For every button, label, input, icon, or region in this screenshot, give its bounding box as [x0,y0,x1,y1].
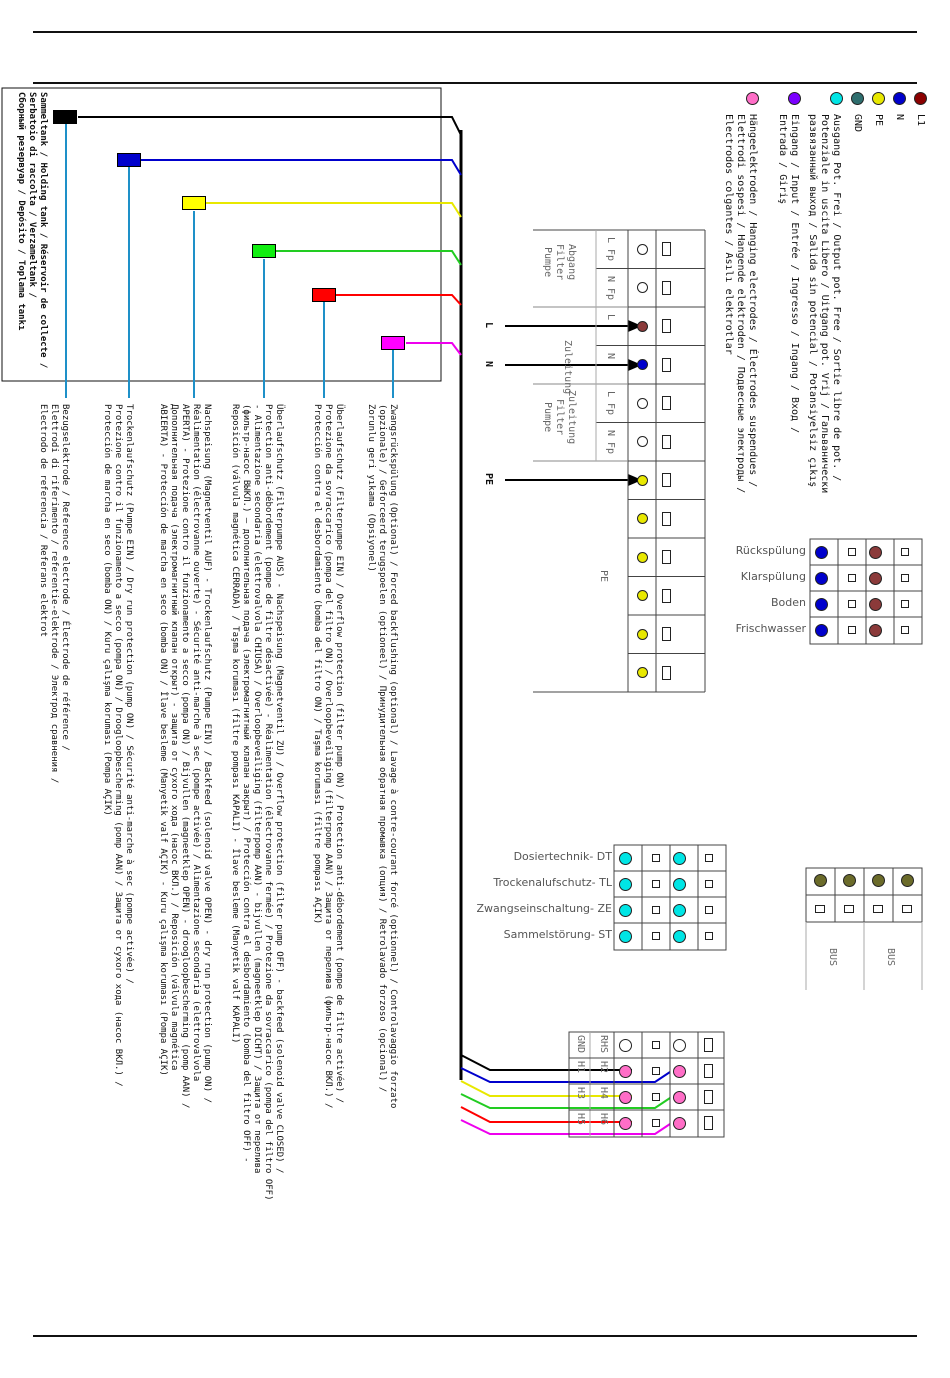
electrode-dot [673,1039,686,1052]
input-dot-blue [815,546,828,559]
electrode-dot [619,1039,632,1052]
output-dot [619,930,632,943]
group-zuleitung-pumpe: Zuleitung Filter Pumpe [542,390,577,445]
electrode-blue [117,153,141,167]
output-label: Zwangseinschaltung- ZE [476,902,612,915]
output-dot [619,852,632,865]
desc-ueber-ein: Überlaufschutz (Filterpumpe EIN) / Overflow protection (filter pump ON) / Protection anti-débordement (pompe de filtre activée) / Protezione da sovraccarico (pompa del filtro ON) / Overloopbeveiliging (filterpomp AAN) / Защита от перелива (фильтр-насос ВКЛ.) / Protección contra el desbordamiento (bomba del filtro ON) / Taşma koruması (filtre pompası AÇIK) [312,404,344,1109]
legend-L1: L1 [915,114,926,127]
group-zuleitung: Zuleitung [562,340,573,395]
electrode-dot [673,1091,686,1104]
output-dot [673,852,686,865]
legend-hanging: Hängeelektroden / Hanging electrodes / Électrodes suspendues / Elettrodi sospesi / Hangende elektroden / Подвесные электроды / Electrodos colgantes / Asılı elektrotlar [723,114,758,494]
output-screw [705,880,713,888]
terminal-screw [662,589,671,603]
bus-pin [844,905,854,913]
electrode-magenta [381,336,405,350]
input-screw [848,574,856,582]
terminal-screw [662,396,671,410]
terminal-label: L Fp [605,237,616,262]
input-label: Frischwasser [735,622,806,635]
tank-label: Sammeltank / Holding tank / Réservoir de collecte / Serbatoio di raccolta / Verzameltank / Сборный резервуар / Depósito / Toplama tankı [16,92,48,369]
output-label: Dosiertechnik- DT [513,850,612,863]
electrode-right-label: H2 [598,1061,609,1074]
electrode-dot [673,1117,686,1130]
electrode-left-label: H5 [575,1113,586,1126]
terminal-screw [662,242,671,256]
electrode-screw [704,1090,713,1104]
electrode-green [252,244,276,258]
electrode-dot [619,1091,632,1104]
electrode-screw [704,1116,713,1130]
output-label: Sammelstörung- ST [503,928,612,941]
input-screw [901,548,909,556]
terminal-label: L Fp [605,391,616,416]
legend-dot-PE [872,92,885,105]
electrode-screw [652,1093,660,1101]
terminal-screw [662,473,671,487]
arrow-PE-label: PE [483,473,494,486]
arrow-N-label: N [483,361,494,368]
input-screw [901,626,909,634]
terminal-dot [637,398,648,409]
electrode-left-label: GND [575,1035,586,1054]
desc-zwang: Zwangsrückspülung (Optional) / Forced backflushing (optional) / Lavage à contre-courant forcé (optionnel) / Controlavaggio forzato (opzionale) / Geforceerd terugspoelen (optioneel) / Принудительная обратная промывка (опция) / Retrolavado forzoso (opcional) / Zorunlu geri yıkama (Opsiyonel) [366,404,398,1109]
input-dot-blue [815,598,828,611]
output-dot [673,930,686,943]
input-dot-brown [869,572,882,585]
terminal-screw [662,281,671,295]
legend-dot-pot [830,92,843,105]
input-dot-blue [815,624,828,637]
cable-magenta [406,343,461,355]
input-dot-blue [815,572,828,585]
arrow-L-label: L [483,322,494,329]
cable-blue [141,160,461,175]
electrode-black [53,110,77,124]
legend-PE: PE [873,114,884,127]
bus-label-2: BUS [885,948,896,967]
bus-pin [815,905,825,913]
legend-dot-hanging [746,92,759,105]
legend-dot-GND [851,92,864,105]
input-label: Boden [771,596,806,609]
electrode-screw [652,1119,660,1127]
electrode-dot [619,1065,632,1078]
output-dot [619,878,632,891]
terminal-dot [637,321,648,332]
electrode-right-label: RHS [598,1035,609,1054]
input-dot-brown [869,598,882,611]
input-dot-brown [869,546,882,559]
group-pe: PE [598,570,609,583]
terminal-screw [662,512,671,526]
terminal-screw [662,627,671,641]
bus-label-1: BUS [827,948,838,967]
cable-green [276,251,461,265]
cable-black [78,117,461,135]
terminal-label: L [605,314,616,321]
terminal-dot [637,552,648,563]
terminal-screw [662,435,671,449]
output-screw [652,932,660,940]
desc-bezug: Bezugselektrode / Reference electrode / Électrode de référence / Elettrodi di riferimento / referentie-elektrode / Электрод сравнения / Electrodo de referencia / Referans elektrot [38,404,70,784]
output-dot [673,878,686,891]
terminal-dot [637,475,648,486]
terminal-label: N [605,352,616,359]
electrode-screw [704,1038,713,1052]
input-screw [848,548,856,556]
output-screw [652,880,660,888]
electrode-right-label: H4 [598,1087,609,1100]
output-screw [652,854,660,862]
input-dot-brown [869,624,882,637]
input-screw [848,626,856,634]
input-label: Rückspülung [735,544,806,557]
electrode-dot [619,1117,632,1130]
electrode-screw [652,1041,660,1049]
cable-yellow [206,203,461,217]
input-screw [901,600,909,608]
output-screw [705,854,713,862]
terminal-screw [662,550,671,564]
output-label: Trockenalufschutz- TL [493,876,612,889]
electrode-screw [704,1064,713,1078]
legend-N: N [894,114,905,121]
electrode-yellow [182,196,206,210]
legend-dot-L1 [914,92,927,105]
legend-dot-N [893,92,906,105]
bus-dot [872,874,885,887]
electrode-right-label: H6 [598,1113,609,1126]
legend-input: Eingang / Input / Entrée / Ingresso / Ingang / Вход / Entrada / Giriş [777,114,800,434]
terminal-screw [662,666,671,680]
bus-pin [873,905,883,913]
electrode-left-label: H3 [575,1087,586,1100]
output-dot [619,904,632,917]
bus-dot [901,874,914,887]
tank-frame [2,88,441,381]
bus-pin [902,905,912,913]
cable-red [336,295,461,305]
legend-pot: Ausgang Pot. Frei / Output pot. Free / Sortie libre de pot. / Potenziale in uscita Libero / Uitgang pot. Vrij / Гальванически развязанный выход / Salida sin potencial / Potansiyelsiz çıkış [807,114,842,494]
electrode-dot [673,1065,686,1078]
input-screw [901,574,909,582]
terminal-dot [637,244,648,255]
output-screw [705,932,713,940]
legend-dot-input [788,92,801,105]
terminal-label: N Fp [605,275,616,300]
desc-nachsp: Nachspeisung (Magnetventil AUF) - Trockenlaufschutz (Pumpe EIN) / Backfeed (solenoid valve OPEN) - dry run protection (pump ON) / Réalimentation (électrovanne ouverte) - Sécurité anti-marche à sec (pompe activée) / Alimentazione secondaria (elettrovalvola APERTA) - Protezione contro il funzionamento a secco (pompa ON) / Bijvullen (magneetklep OPEN) - droogloopbescherming (pomp AAN) / Дополнительная подача (электромагнитный клапан открыт) - защита от сухого хода (насос ВКЛ.) / Reposición (válvula magnética ABIERTA) - Protección de marcha en seco (bomba ON) / İlave besleme (Manyetik valf AÇIK) - Kuru çalışma koruması (Pompa AÇIK) [158,404,212,1109]
electrode-left-label: H1 [575,1061,586,1074]
group-abgang: Abgang Filter Pumpe [542,244,577,281]
terminal-dot [637,629,648,640]
input-screw [848,600,856,608]
output-screw [652,906,660,914]
output-dot [673,904,686,917]
bus-dot [843,874,856,887]
terminal-screw [662,319,671,333]
bus-dot [814,874,827,887]
terminal-label: N Fp [605,429,616,454]
input-label: Klarspülung [740,570,806,583]
output-screw [705,906,713,914]
electrode-red [312,288,336,302]
electrode-screw [652,1067,660,1075]
legend-GND: GND [852,114,863,133]
terminal-screw [662,358,671,372]
desc-trocken: Trockenlaufschutz (Pumpe EIN) / Dry run protection (pump ON) / Sécurité anti-marche à sec (pompe activée) / Protezione contro il funzionamento a secco (pompa ON) / Droogloopbescherming (pomp AAN) / Защита от сухого хода (насос ВКЛ.) / Protección de marcha en seco (bomba ON) / Kuru çalışma koruması (Pompa AÇIK) [102,404,134,1087]
desc-ueber-aus: Überlaufschutz (Filterpumpe AUS) - Nachspeisung (Magnetventil ZU) / Overflow protection (filter pump OFF) - backfeed (solenoid valve CLOSED) / Protection anti-débordement (pompe de filtre désactivée) - Réalimentation (électrovanne fermée) / Protezione da sovraccarico (pompa del filtro OFF) - Alimentazione secondaria (elettrovalvola CHIUSA) / Overloopbeveiliging (filterpomp AAN) - bijvullen (magneetklep DICHT) / Защита от перелива (фильтр-насос ВЫКЛ.) – дополнительная подача (электромагнитный клапан закрыт) / Protección contra el desbordamiento (bomba del filtro OFF) - Reposición (válvula magnética CERRADA) / Taşma koruması (filtre pompası KAPALI) - İlave besleme (Manyetik valf KAPALI) [230,404,284,1201]
